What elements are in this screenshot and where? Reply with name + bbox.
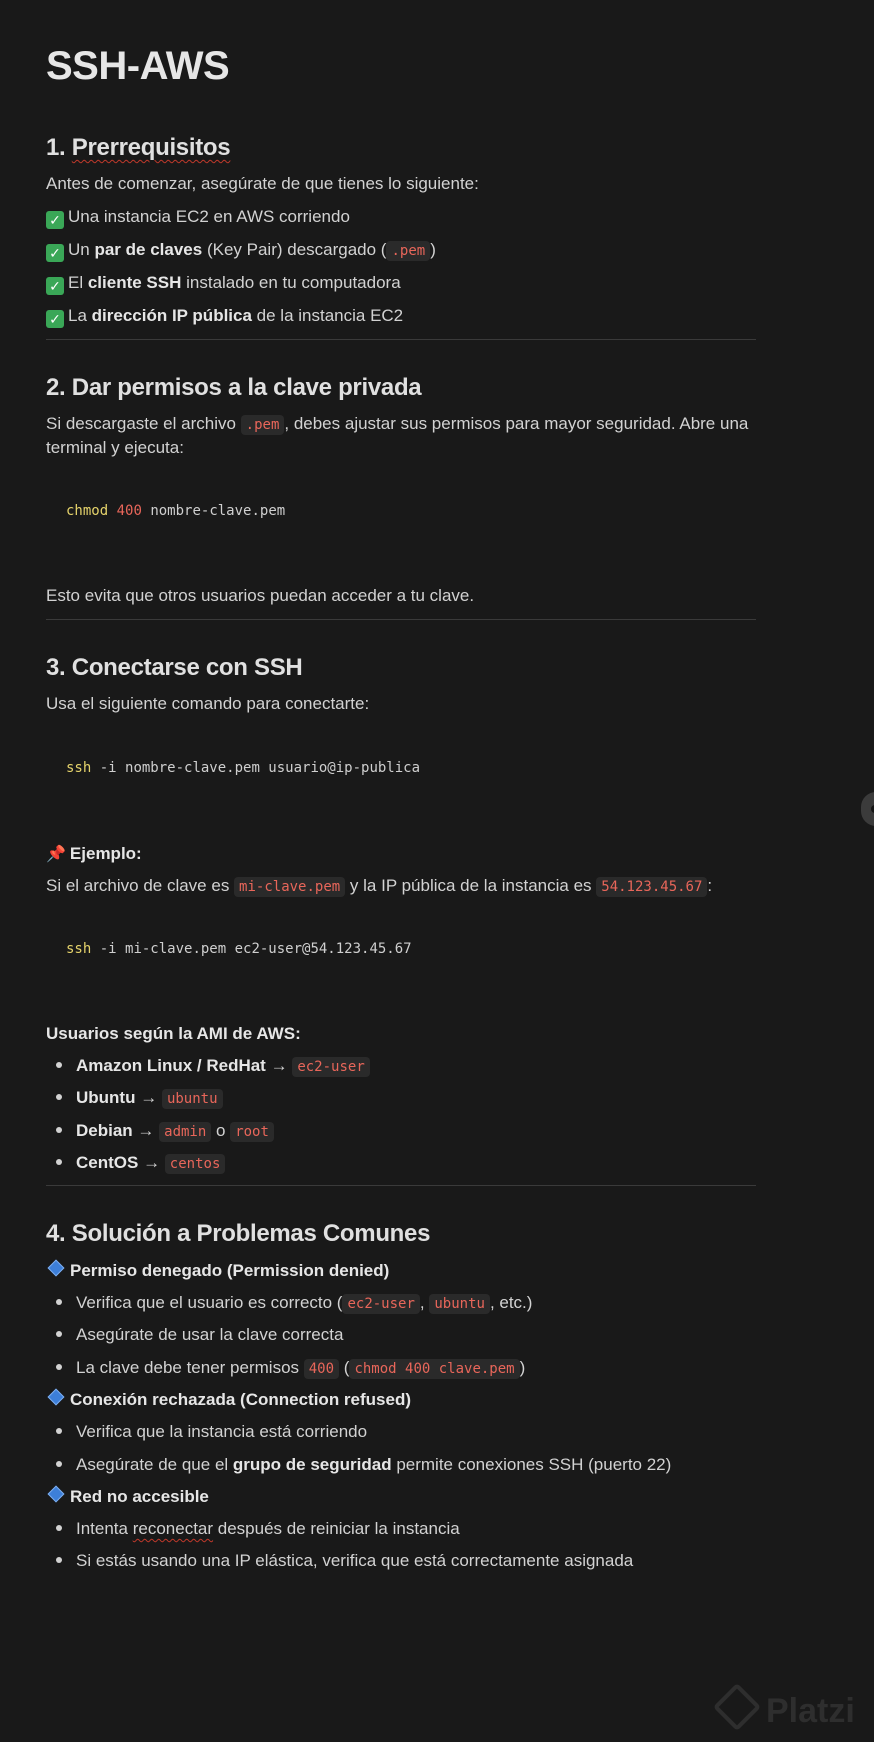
section-heading-permisos: 2. Dar permisos a la clave privada	[46, 374, 422, 401]
inline-code: ec2-user	[292, 1057, 369, 1077]
paragraph: Si descargaste el archivo .pem , debes ajustar sus permisos para mayor seguridad. Abre una	[46, 414, 749, 433]
list-item: Verifica que la instancia está corriendo	[46, 1420, 367, 1444]
subheading: Red no accesible	[46, 1485, 209, 1509]
check-mark-icon: ✓	[46, 310, 64, 328]
divider	[46, 619, 756, 620]
list-item: Amazon Linux / RedHat → ec2-user	[46, 1054, 370, 1079]
inline-code: mi-clave.pem	[234, 877, 345, 897]
code-block: chmod 400 nombre-clave.pem	[66, 503, 286, 519]
paragraph: Antes de comenzar, asegúrate de que tienes lo siguiente:	[46, 174, 479, 193]
pushpin-icon: 📌	[46, 846, 66, 863]
list-item: La clave debe tener permisos 400 ( chmod 400 clave.pem )	[46, 1356, 525, 1381]
inline-code: ubuntu	[162, 1089, 223, 1109]
checklist-item: ✓ Un par de claves (Key Pair) descargado ( .pem )	[46, 238, 436, 263]
heading-number: 1.	[46, 134, 66, 161]
blue-diamond-icon	[48, 1260, 65, 1277]
list-item: CentOS → centos	[46, 1151, 225, 1176]
platzi-logo-icon	[713, 1683, 761, 1731]
platzi-watermark: Platzi	[720, 1690, 855, 1731]
heading-text: Prerrequisitos	[71, 134, 231, 161]
inline-code: ubuntu	[429, 1294, 490, 1314]
inline-code: .pem	[386, 241, 430, 261]
list-item: Intenta reconectar después de reiniciar la instancia	[46, 1517, 460, 1541]
section-heading-problemas: 4. Solución a Problemas Comunes	[46, 1220, 431, 1247]
section-heading-conectarse: 3. Conectarse con SSH	[46, 654, 303, 681]
check-mark-icon: ✓	[46, 277, 64, 295]
users-label: Usuarios según la AMI de AWS:	[46, 1024, 301, 1043]
check-mark-icon: ✓	[46, 244, 64, 262]
checklist-item: ✓ La dirección IP pública de la instancia EC2	[46, 304, 403, 328]
inline-code: root	[230, 1122, 274, 1142]
paragraph-continuation: terminal y ejecuta:	[46, 438, 184, 457]
page-title: SSH-AWS	[46, 44, 230, 88]
divider	[46, 339, 756, 340]
list-item: Asegúrate de usar la clave correcta	[46, 1323, 343, 1347]
inline-code: admin	[159, 1122, 211, 1142]
inline-code: .pem	[241, 415, 285, 435]
list-item: Debian → admin o root	[46, 1119, 274, 1144]
subheading: Permiso denegado (Permission denied)	[46, 1259, 389, 1283]
scroll-handle[interactable]	[861, 792, 874, 826]
inline-code: centos	[165, 1154, 226, 1174]
list-item: Ubuntu → ubuntu	[46, 1086, 223, 1111]
checklist-item: ✓ Una instancia EC2 en AWS corriendo	[46, 205, 350, 229]
section-heading-prerrequisitos	[46, 134, 230, 162]
checklist-item: ✓ El cliente SSH instalado en tu computadora	[46, 271, 401, 295]
list-item: Verifica que el usuario es correcto ( ec2-user , ubuntu , etc.)	[46, 1291, 532, 1316]
inline-code: 400	[304, 1359, 339, 1379]
divider	[46, 1185, 756, 1186]
example-label: 📌 Ejemplo:	[46, 844, 142, 863]
paragraph: Si el archivo de clave es mi-clave.pem y la IP pública de la instancia es 54.123.45.67 :	[46, 876, 713, 895]
list-item: Si estás usando una IP elástica, verifica que está correctamente asignada	[46, 1549, 633, 1573]
inline-code: 54.123.45.67	[596, 877, 707, 897]
inline-code: ec2-user	[342, 1294, 419, 1314]
code-block: ssh -i mi-clave.pem ec2-user@54.123.45.67	[66, 941, 412, 957]
blue-diamond-icon	[48, 1389, 65, 1406]
blue-diamond-icon	[48, 1486, 65, 1503]
paragraph: Usa el siguiente comando para conectarte:	[46, 694, 370, 713]
subheading: Conexión rechazada (Connection refused)	[46, 1388, 411, 1412]
list-item: Asegúrate de que el grupo de seguridad permite conexiones SSH (puerto 22)	[46, 1453, 671, 1477]
inline-code: chmod 400 clave.pem	[349, 1359, 519, 1379]
paragraph: Esto evita que otros usuarios puedan acceder a tu clave.	[46, 586, 475, 605]
check-mark-icon: ✓	[46, 211, 64, 229]
code-block: ssh -i nombre-clave.pem usuario@ip-publica	[66, 760, 421, 776]
